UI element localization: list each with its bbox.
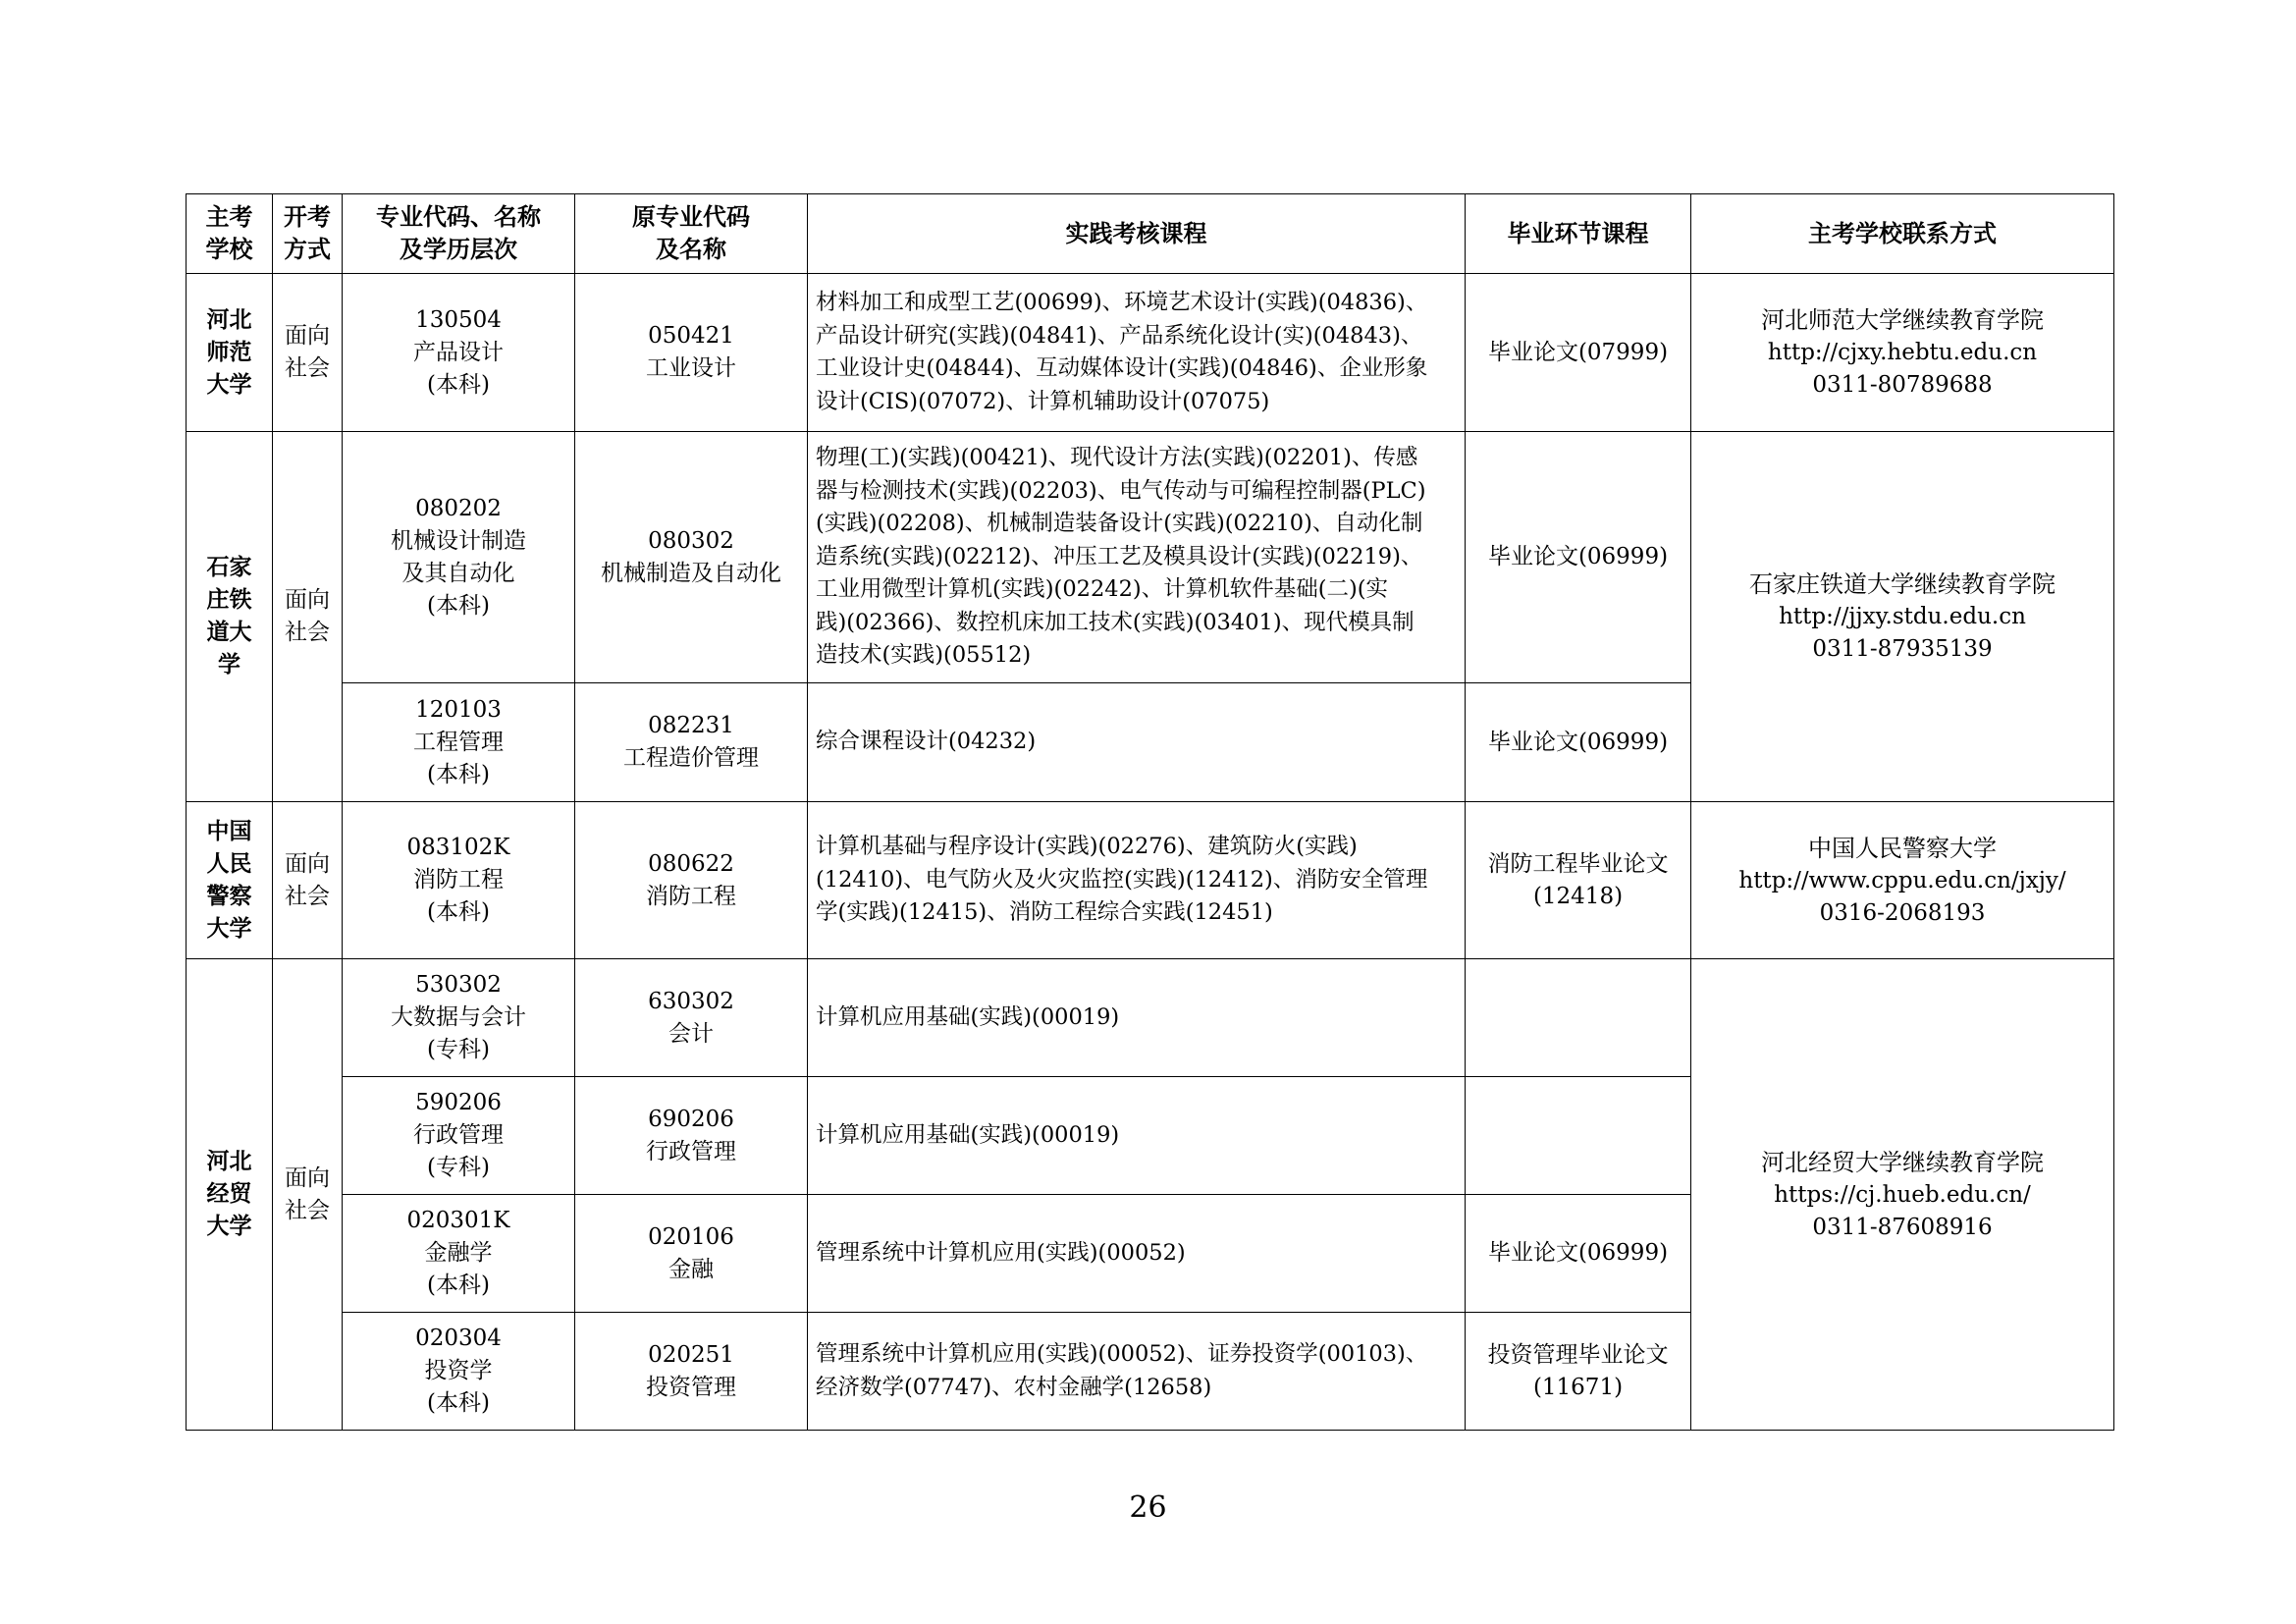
graduation-course-cell: 毕业论文(06999) — [1466, 683, 1691, 802]
header-school: 主考 学校 — [187, 194, 273, 274]
practice-courses-cell: 材料加工和成型工艺(00699)、环境艺术设计(实践)(04836)、 产品设计研究(实践)(04841)、产品系统化设计(实)(04843)、 工业设计史(04844)、互动媒体设计(实践)(04846)、企业形象 设计(CIS)(07072)、计算机辅助设计(07075) — [808, 274, 1466, 432]
major-cell: 590206 行政管理 (专科) — [343, 1077, 575, 1195]
original-major-cell: 020106 金融 — [575, 1195, 808, 1313]
original-major-cell: 630302 会计 — [575, 959, 808, 1077]
exam-mode: 面向 社会 — [273, 432, 343, 802]
graduation-course-cell: 投资管理毕业论文 (11671) — [1466, 1313, 1691, 1431]
contact-cell: 石家庄铁道大学继续教育学院 http://jjxy.stdu.edu.cn 0311-87935139 — [1691, 432, 2114, 802]
exam-mode: 面向 社会 — [273, 802, 343, 959]
table-row — [187, 802, 2114, 959]
header-mode: 开考 方式 — [273, 194, 343, 274]
original-major-cell: 080622 消防工程 — [575, 802, 808, 959]
exam-mode: 面向 社会 — [273, 959, 343, 1431]
header-practice-courses: 实践考核课程 — [808, 194, 1466, 274]
graduation-course-cell: 毕业论文(07999) — [1466, 274, 1691, 432]
original-major-cell: 050421 工业设计 — [575, 274, 808, 432]
graduation-course-cell: 消防工程毕业论文 (12418) — [1466, 802, 1691, 959]
header-graduation-course: 毕业环节课程 — [1466, 194, 1691, 274]
major-cell: 083102K 消防工程 (本科) — [343, 802, 575, 959]
major-cell: 080202 机械设计制造 及其自动化 (本科) — [343, 432, 575, 683]
header-original-major: 原专业代码 及名称 — [575, 194, 808, 274]
school-name: 河北 经贸 大学 — [187, 959, 273, 1431]
table-row — [187, 959, 2114, 1077]
practice-courses-cell: 综合课程设计(04232) — [808, 683, 1466, 802]
practice-courses-cell: 管理系统中计算机应用(实践)(00052) — [808, 1195, 1466, 1313]
school-name: 中国 人民 警察 大学 — [187, 802, 273, 959]
major-cell: 020301K 金融学 (本科) — [343, 1195, 575, 1313]
graduation-course-cell — [1466, 1077, 1691, 1195]
header-contact: 主考学校联系方式 — [1691, 194, 2114, 274]
practice-courses-cell: 物理(工)(实践)(00421)、现代设计方法(实践)(02201)、传感 器与检测技术(实践)(02203)、电气传动与可编程控制器(PLC) (实践)(02208)、机械制造装备设计(实践)(02210)、自动化制 造系统(实践)(02212)、冲压工艺及模具设计(实践)(02219)、 工业用微型计算机(实践)(02242)、计算机软件基础(二)(实 践)(02366)、数控机床加工技术(实践)(03401)、现代模具制 造技术(实践)(05512) — [808, 432, 1466, 683]
graduation-course-cell — [1466, 959, 1691, 1077]
major-cell: 020304 投资学 (本科) — [343, 1313, 575, 1431]
page-number: 26 — [1129, 1490, 1167, 1525]
practice-courses-cell: 计算机基础与程序设计(实践)(02276)、建筑防火(实践) (12410)、电气防火及火灾监控(实践)(12412)、消防安全管理 学(实践)(12415)、消防工程综合实践(12451) — [808, 802, 1466, 959]
practice-courses-cell: 计算机应用基础(实践)(00019) — [808, 959, 1466, 1077]
contact-cell: 河北师范大学继续教育学院 http://cjxy.hebtu.edu.cn 0311-80789688 — [1691, 274, 2114, 432]
school-name: 石家 庄铁 道大 学 — [187, 432, 273, 802]
practice-courses-cell: 管理系统中计算机应用(实践)(00052)、证券投资学(00103)、 经济数学(07747)、农村金融学(12658) — [808, 1313, 1466, 1431]
graduation-course-cell: 毕业论文(06999) — [1466, 1195, 1691, 1313]
major-cell: 530302 大数据与会计 (专科) — [343, 959, 575, 1077]
table-header-row — [187, 194, 2114, 274]
exam-mode: 面向 社会 — [273, 274, 343, 432]
contact-cell: 中国人民警察大学 http://www.cppu.edu.cn/jxjy/ 0316-2068193 — [1691, 802, 2114, 959]
contact-cell: 河北经贸大学继续教育学院 https://cj.hueb.edu.cn/ 0311-87608916 — [1691, 959, 2114, 1431]
original-major-cell: 082231 工程造价管理 — [575, 683, 808, 802]
major-cell: 120103 工程管理 (本科) — [343, 683, 575, 802]
school-name: 河北 师范 大学 — [187, 274, 273, 432]
original-major-cell: 020251 投资管理 — [575, 1313, 808, 1431]
table-row — [187, 274, 2114, 432]
original-major-cell: 080302 机械制造及自动化 — [575, 432, 808, 683]
graduation-course-cell: 毕业论文(06999) — [1466, 432, 1691, 683]
original-major-cell: 690206 行政管理 — [575, 1077, 808, 1195]
header-major: 专业代码、名称 及学历层次 — [343, 194, 575, 274]
table-row — [187, 432, 2114, 683]
exam-course-table — [186, 193, 2114, 1431]
practice-courses-cell: 计算机应用基础(实践)(00019) — [808, 1077, 1466, 1195]
major-cell: 130504 产品设计 (本科) — [343, 274, 575, 432]
